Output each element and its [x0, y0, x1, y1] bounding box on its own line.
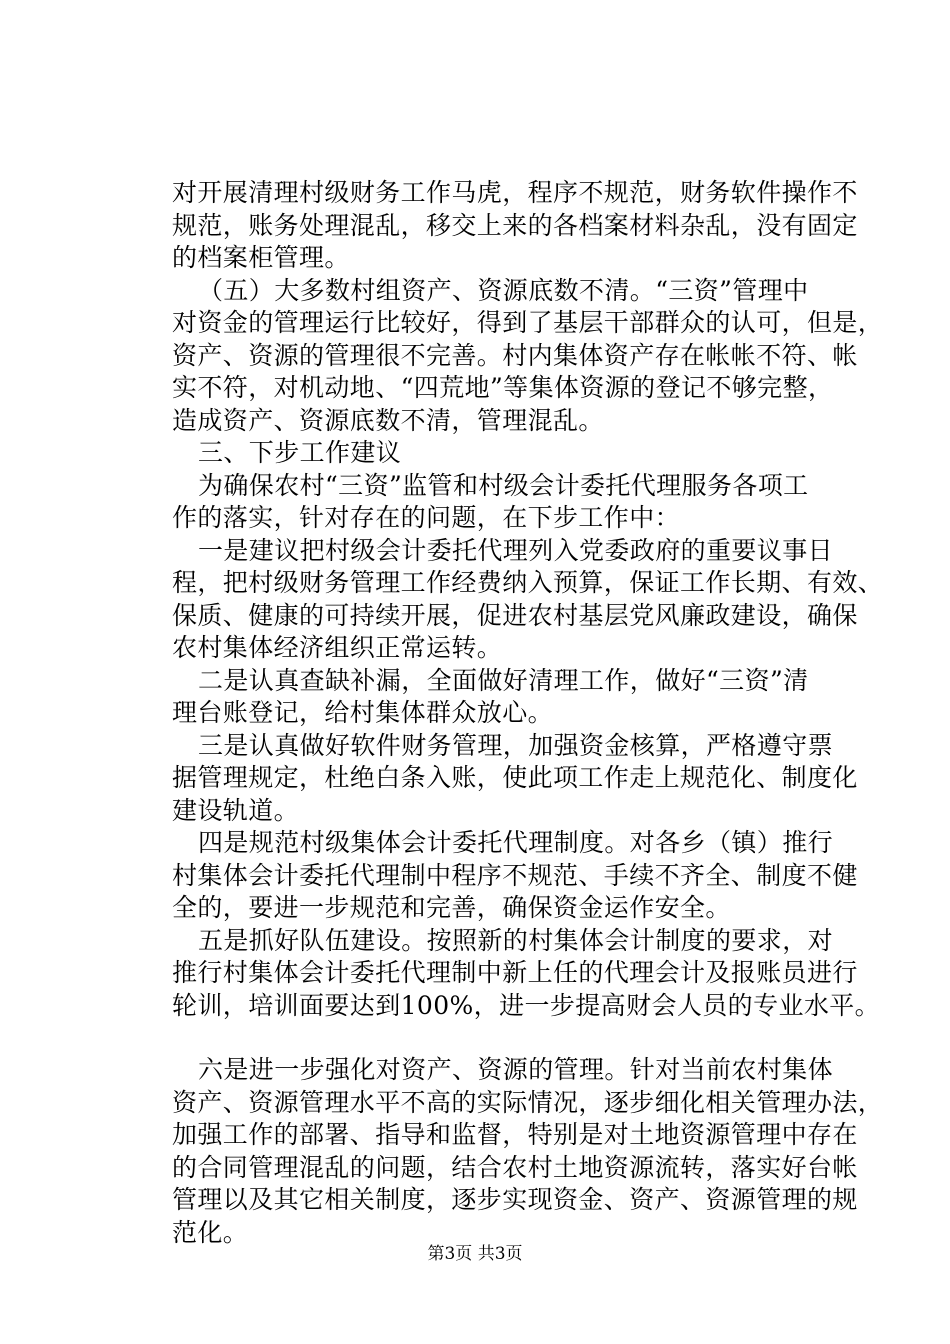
text-line: 全的，要进一步规范和完善，确保资金运作安全。 [172, 893, 731, 922]
text-line: 造成资产、资源底数不清，管理混乱。 [172, 405, 604, 435]
text-line: 保质、健康的可持续开展，促进农村基层党风廉政建设，确保 [172, 600, 858, 630]
page-footer: 第3页 共3页 [427, 1244, 523, 1264]
paragraph [172, 730, 858, 828]
paragraph [172, 827, 858, 925]
text-line: 作的落实，针对存在的问题，在下步工作中： [172, 503, 681, 532]
paragraph [172, 665, 832, 730]
text-line: 二是认真查缺补漏，全面做好清理工作，做好“三资”清 [198, 665, 809, 695]
text-line: 对开展清理村级财务工作马虎，程序不规范，财务软件操作不 [172, 178, 858, 207]
text-line: 资产、资源管理水平不高的实际情况，逐步细化相关管理办法， [172, 1087, 884, 1117]
text-line: 五是抓好队伍建设。按照新的村集体会计制度的要求，对 [198, 925, 834, 955]
text-line: 实不符，对机动地、“四荒地”等集体资源的登记不够完整， [172, 373, 834, 402]
paragraph [172, 470, 832, 535]
text-line: 推行村集体会计委托代理制中新上任的代理会计及报账员进行 [172, 958, 858, 987]
text-line: 管理以及其它相关制度，逐步实现资金、资产、资源管理的规 [172, 1185, 858, 1214]
document-body [172, 177, 884, 1249]
text-line: 一是建议把村级会计委托代理列入党委政府的重要议事日 [198, 535, 834, 565]
text-line: （五）大多数村组资产、资源底数不清。“三资”管理中 [198, 275, 809, 305]
text-line: 据管理规定，杜绝白条入账，使此项工作走上规范化、制度化 [172, 763, 858, 792]
text-line: 村集体会计委托代理制中程序不规范、手续不齐全、制度不健 [172, 860, 858, 890]
text-line: 程，把村级财务管理工作经费纳入预算，保证工作长期、有效、 [172, 568, 884, 597]
text-line: 农村集体经济组织正常运转。 [172, 633, 503, 662]
text-line: 六是进一步强化对资产、资源的管理。针对当前农村集体 [198, 1055, 834, 1084]
paragraph [172, 1054, 884, 1249]
paragraph [172, 925, 881, 1023]
text-line: 资产、资源的管理很不完善。村内集体资产存在帐帐不符、帐 [172, 340, 858, 370]
text-line: 的档案柜管理。 [172, 243, 350, 272]
text-line: 理台账登记，给村集体群众放心。 [172, 698, 554, 727]
text-line: 范化。 [172, 1217, 249, 1247]
paragraph-spacer [172, 1022, 832, 1054]
paragraph [172, 437, 832, 470]
text-line: 三是认真做好软件财务管理，加强资金核算，严格遵守票 [198, 730, 834, 760]
text-line: 的合同管理混乱的问题，结合农村土地资源流转，落实好台帐 [172, 1152, 858, 1182]
text-line: 三、下步工作建议 [198, 438, 402, 467]
text-line: 轮训，培训面要达到100%，进一步提高财会人员的专业水平。 [172, 990, 881, 1020]
text-line: 对资金的管理运行比较好，得到了基层干部群众的认可，但是， [172, 308, 884, 337]
text-line: 为确保农村“三资”监管和村级会计委托代理服务各项工 [198, 470, 809, 500]
text-line: 规范，账务处理混乱，移交上来的各档案材料杂乱，没有固定 [172, 210, 858, 240]
paragraph [172, 177, 858, 275]
paragraph [172, 535, 884, 665]
text-line: 加强工作的部署、指导和监督，特别是对土地资源管理中存在 [172, 1120, 858, 1149]
text-line: 四是规范村级集体会计委托代理制度。对各乡（镇）推行 [198, 828, 834, 857]
text-line: 建设轨道。 [172, 795, 300, 825]
paragraph [172, 275, 884, 438]
